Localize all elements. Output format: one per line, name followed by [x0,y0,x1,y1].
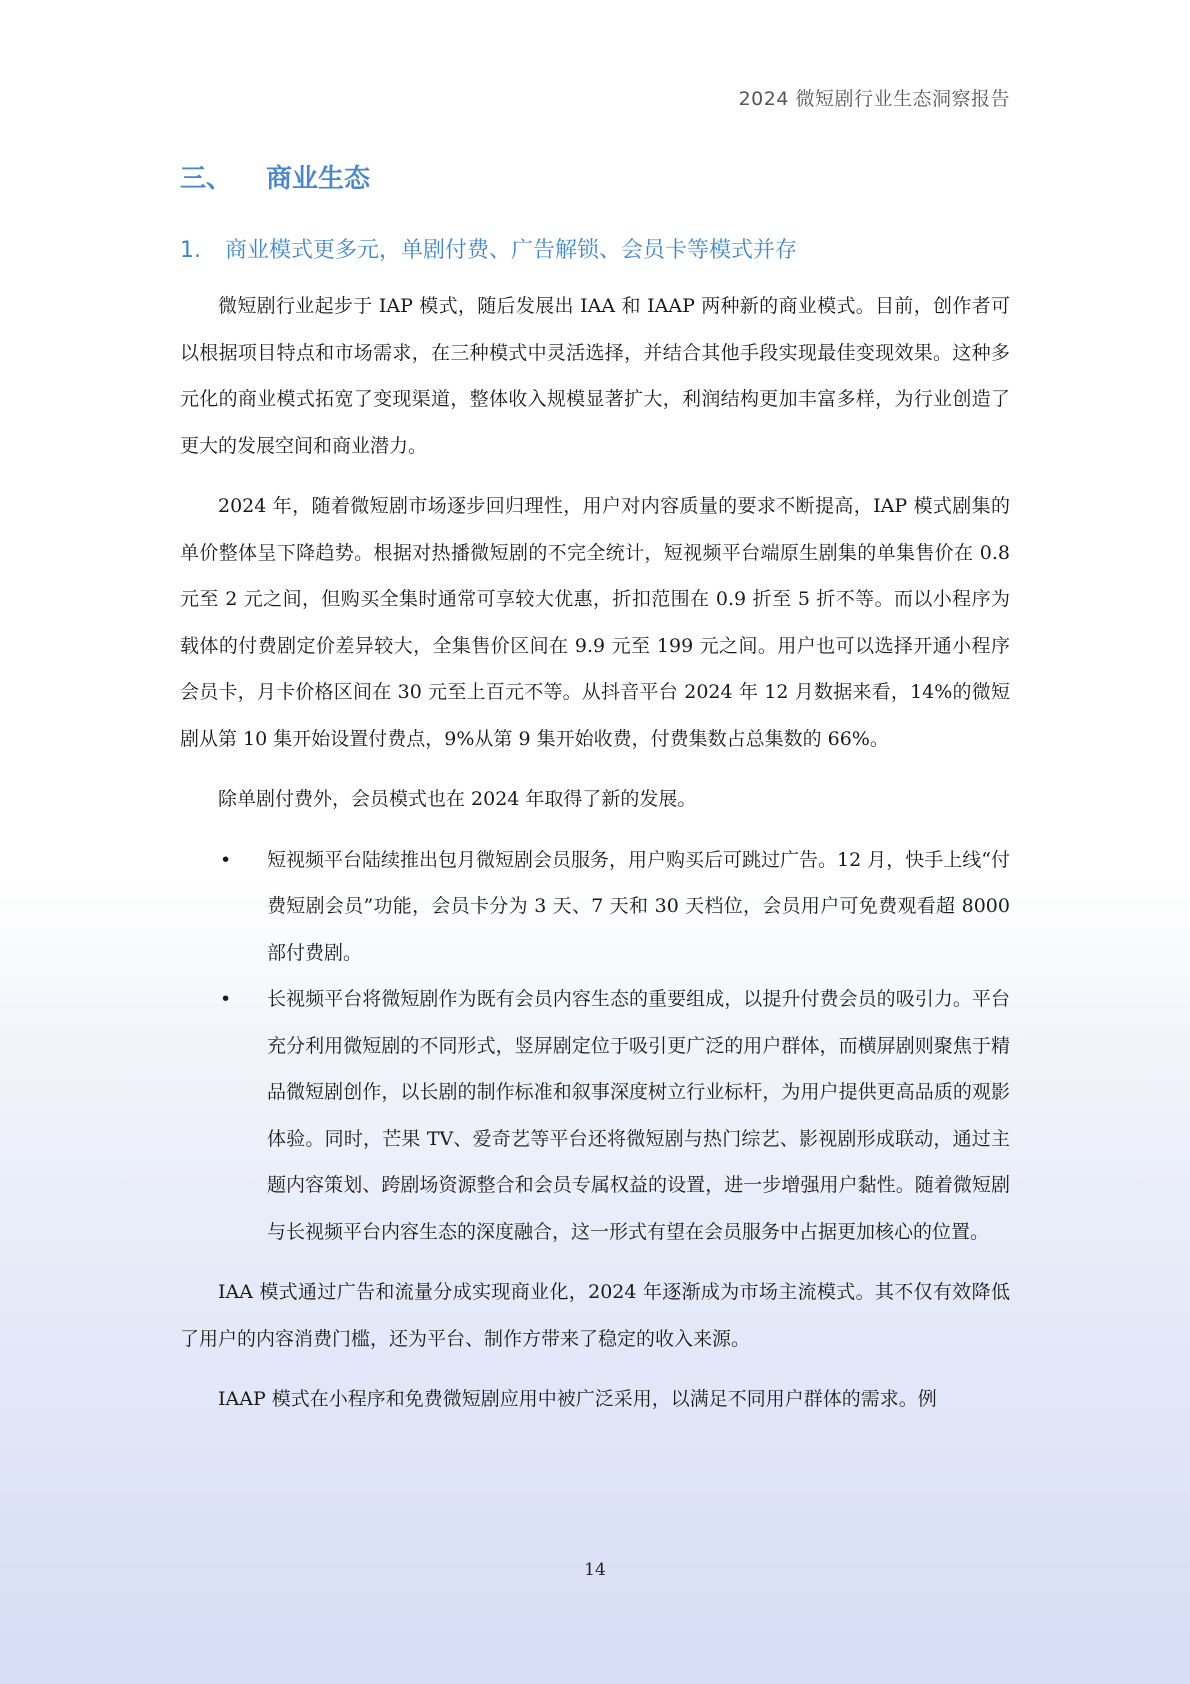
paragraph-iap-pricing: 2024 年，随着微短剧市场逐步回归理性，用户对内容质量的要求不断提高，IAP 模式剧集的单价整体呈下降趋势。根据对热播微短剧的不完全统计，短视频平台端原生剧集的单集售价在 0.8 元至 2 元之间，但购买全集时通常可享较大优惠，折扣范围在 0.9 折至 5 折不等。而以小程序为载体的付费剧定价差异较大，全集售价区间在 9.9 元至 199 元之间。用户也可以选择开通小程序会员卡，月卡价格区间在 30 元至上百元不等。从抖音平台 2024 年 12 月数据来看，14%的微短剧从第 10 集开始设置付费点，9%从第 9 集开始收费，付费集数占总集数的 66%。 [180,495,1010,750]
subsection-title: 商业模式更多元，单剧付费、广告解锁、会员卡等模式并存 [225,238,798,263]
section-number: 三、 [180,164,233,194]
list-item [180,837,1010,977]
body-content [180,283,1010,1437]
paragraph-iaap-model: IAAP 模式在小程序和免费微短剧应用中被广泛采用，以满足不同用户群体的需求。例 [218,1388,937,1410]
report-header-title: 2024 微短剧行业生态洞察报告 [738,88,1010,110]
paragraph-iaa-model: IAA 模式通过广告和流量分成实现商业化，2024 年逐渐成为市场主流模式。其不仅有效降低了用户的内容消费门槛，还为平台、制作方带来了稳定的收入来源。 [180,1281,1010,1350]
section-title: 商业生态 [266,164,371,194]
bullet-text-short-video: 短视频平台陆续推出包月微短剧会员服务，用户购买后可跳过广告。12 月，快手上线“付费短剧会员”功能，会员卡分为 3 天、7 天和 30 天档位，会员用户可免费观看超 8000 部付费剧。 [267,848,1010,964]
bullet-icon: • [220,848,232,871]
bullet-icon: • [220,988,232,1010]
subsection-heading [180,233,797,264]
section-heading [180,158,370,195]
page-number: 14 [584,1560,606,1580]
subsection-number: 1. [180,238,201,263]
membership-bullet-list [180,837,1010,1256]
paragraph-business-models: 微短剧行业起步于 IAP 模式，随后发展出 IAA 和 IAAP 两种新的商业模式。目前，创作者可以根据项目特点和市场需求，在三种模式中灵活选择，并结合其他手段实现最佳变现效果。这种多元化的商业模式拓宽了变现渠道，整体收入规模显著扩大，利润结构更加丰富多样，为行业创造了更大的发展空间和商业潜力。 [180,295,1010,457]
paragraph-membership-intro: 除单剧付费外，会员模式也在 2024 年取得了新的发展。 [218,788,697,810]
bullet-text-long-video: 长视频平台将微短剧作为既有会员内容生态的重要组成，以提升付费会员的吸引力。平台充分利用微短剧的不同形式，竖屏剧定位于吸引更广泛的用户群体，而横屏剧则聚焦于精品微短剧创作，以长剧的制作标准和叙事深度树立行业标杆，为用户提供更高品质的观影体验。同时，芒果 TV、爱奇艺等平台还将微短剧与热门综艺、影视剧形成联动，通过主题内容策划、跨剧场资源整合和会员专属权益的设置，进一步增强用户黏性。随着微短剧与长视频平台内容生态的深度融合，这一形式有望在会员服务中占据更加核心的位置。 [267,988,1010,1243]
list-item [180,976,1010,1255]
